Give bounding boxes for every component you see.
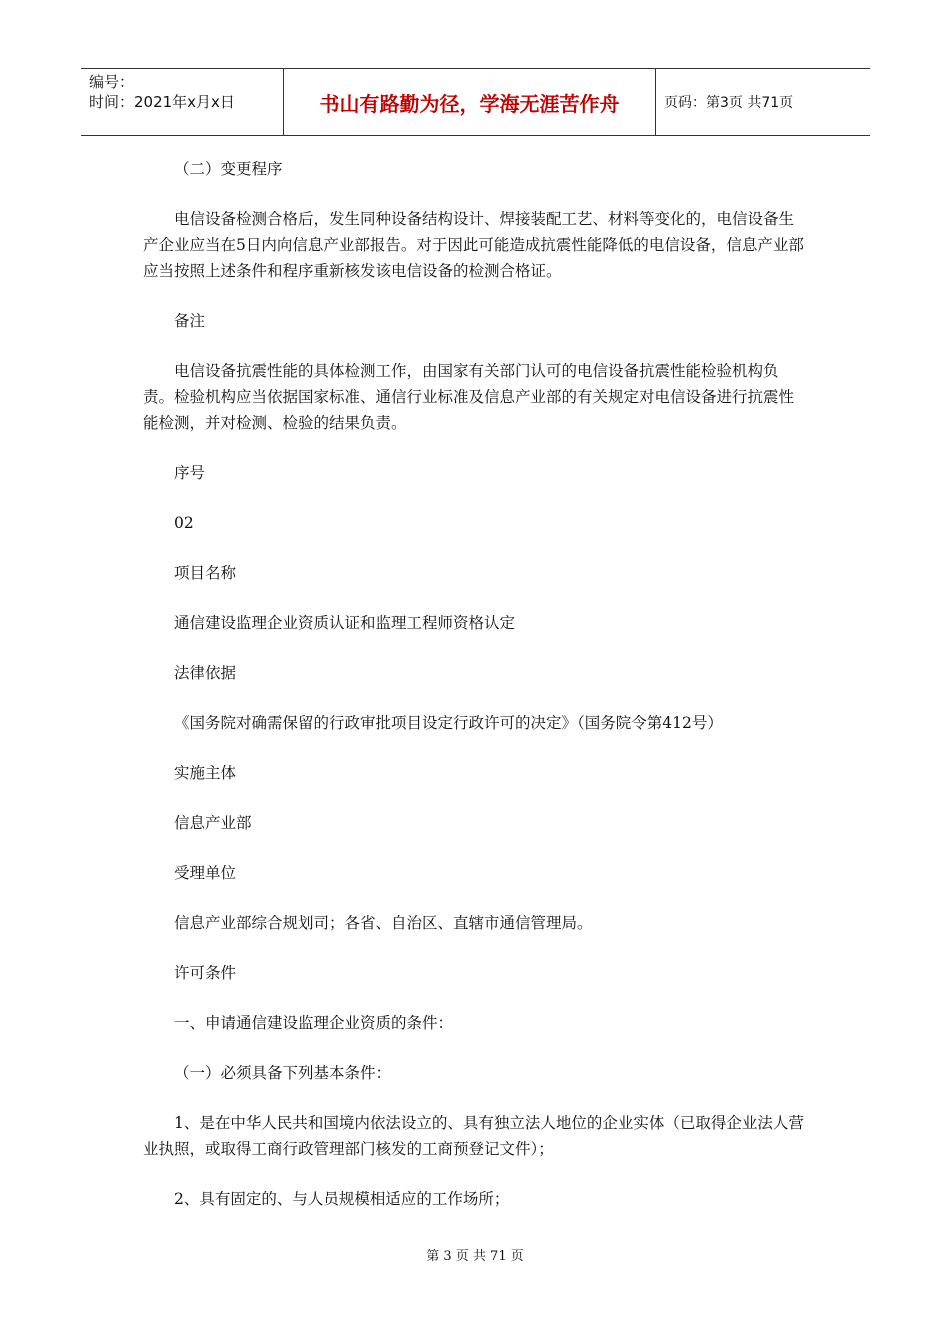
paragraph: （二）变更程序	[174, 160, 283, 178]
paragraph: 通信建设监理企业资质认证和监理工程师资格认定	[174, 614, 516, 632]
paragraph: 电信设备检测合格后，发生同种设备结构设计、焊接装配工艺、材料等变化的，电信设备生产企业应当在5日内向信息产业部报告。对于因此可能造成抗震性能降低的电信设备，信息产业部应当按照上述条件和程序重新核发该电信设备的检测合格证。	[143, 210, 804, 280]
paragraph: 2、具有固定的、与人员规模相适应的工作场所；	[174, 1190, 510, 1208]
paragraph: 电信设备抗震性能的具体检测工作，由国家有关部门认可的电信设备抗震性能检验机构负责。检验机构应当依据国家标准、通信行业标准及信息产业部的有关规定对电信设备进行抗震性能检测，并对检测、检验的结果负责。	[143, 362, 795, 432]
paragraph: 信息产业部	[174, 814, 252, 832]
paragraph: 许可条件	[174, 964, 237, 982]
paragraph: 02	[174, 514, 194, 532]
document-body	[143, 156, 807, 1236]
header-meta-cell	[81, 69, 283, 135]
page-footer: 第 3 页 共 71 页	[426, 1249, 524, 1264]
paragraph: 一、申请通信建设监理企业资质的条件：	[174, 1014, 454, 1032]
header-page-info: 页码：第3页 共71页	[664, 95, 794, 111]
paragraph: 实施主体	[174, 764, 237, 782]
paragraph: 信息产业部综合规划司；各省、自治区、直辖市通信管理局。	[174, 914, 593, 932]
paragraph: 法律依据	[174, 664, 237, 682]
paragraph: 项目名称	[174, 564, 237, 582]
paragraph: 受理单位	[174, 864, 237, 882]
header-table	[81, 68, 870, 136]
paragraph: 序号	[174, 464, 206, 482]
paragraph: 1、是在中华人民共和国境内依法设立的、具有独立法人地位的企业实体（已取得企业法人营业执照，或取得工商行政管理部门核发的工商预登记文件）；	[143, 1114, 804, 1158]
paragraph: 备注	[174, 312, 206, 330]
paragraph: （一）必须具备下列基本条件：	[174, 1064, 392, 1082]
paragraph: 《国务院对确需保留的行政审批项目设定行政许可的决定》（国务院令第412号）	[174, 714, 723, 732]
header-motto: 书山有路勤为径，学海无涯苦作舟	[283, 69, 656, 135]
serial-label: 编号：	[89, 73, 135, 91]
time-label: 时间：2021年x月x日	[89, 93, 235, 111]
